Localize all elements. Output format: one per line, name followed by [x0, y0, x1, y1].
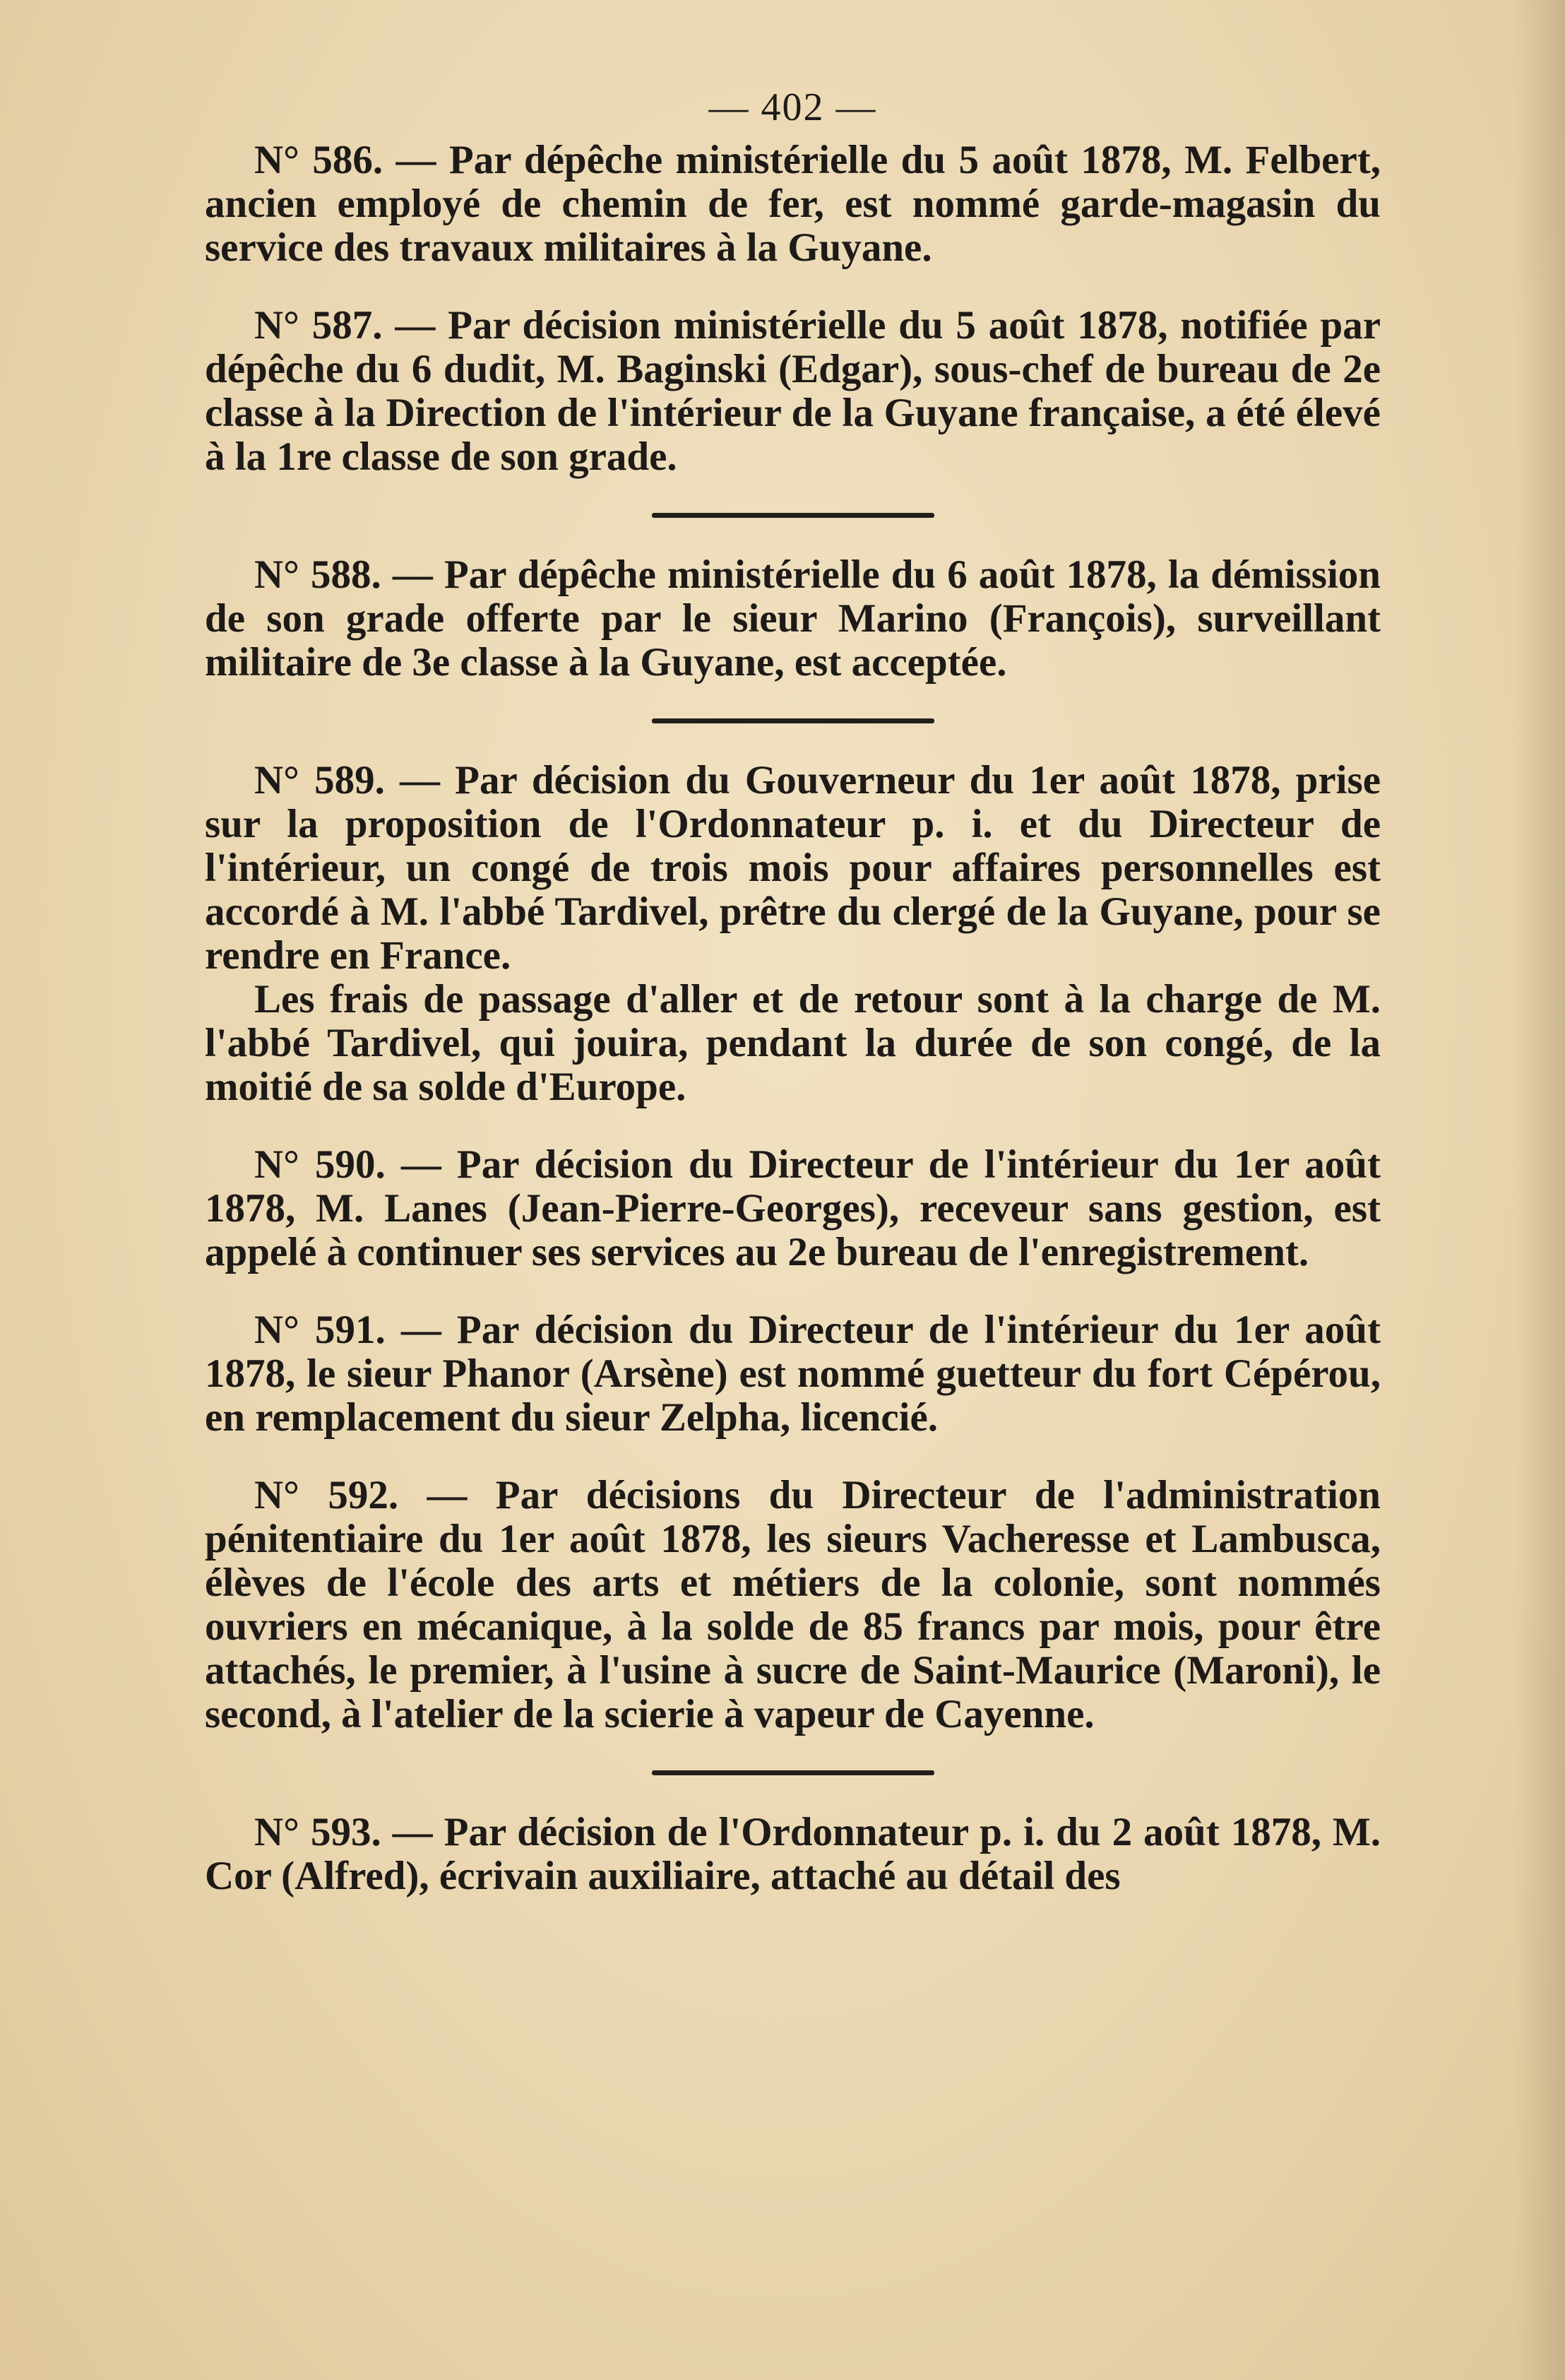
separator-rule: [652, 513, 934, 518]
entry-paragraph: N° 591. — Par décision du Directeur de l'intérieur du 1er août 1878, le sieur Phanor (Arsène) est nommé guetteur du fort Cépérou, en remplacement du sieur Zelpha, licencié.: [205, 1308, 1381, 1440]
entry-587: [205, 304, 1381, 479]
entry-593: [205, 1811, 1381, 1898]
entry-589: [205, 759, 1381, 1109]
page-content: [205, 85, 1381, 1932]
entry-paragraph: N° 590. — Par décision du Directeur de l'intérieur du 1er août 1878, M. Lanes (Jean-Pierre-Georges), receveur sans gestion, est appelé à continuer ses services au 2e bureau de l'enregistrement.: [205, 1142, 1381, 1274]
entry-592: [205, 1474, 1381, 1736]
entry-591: [205, 1308, 1381, 1440]
entry-590: [205, 1143, 1381, 1274]
entry-paragraph: Les frais de passage d'aller et de retour sont à la charge de M. l'abbé Tardivel, qui jouira, pendant la durée de son congé, de la moitié de sa solde d'Europe.: [205, 977, 1381, 1109]
page-edge-shadow: [1516, 0, 1565, 2380]
entry-paragraph: N° 593. — Par décision de l'Ordonnateur p. i. du 2 août 1878, M. Cor (Alfred), écrivain auxiliaire, attaché au détail des: [205, 1810, 1381, 1898]
page-number: — 402 —: [708, 85, 877, 129]
entry-588: [205, 553, 1381, 685]
entry-586: [205, 138, 1381, 270]
entry-paragraph: N° 586. — Par dépêche ministérielle du 5 août 1878, M. Felbert, ancien employé de chemin de fer, est nommé garde-magasin du service des travaux militaires à la Guyane.: [205, 138, 1381, 270]
entry-paragraph: N° 588. — Par dépêche ministérielle du 6 août 1878, la démission de son grade offerte par le sieur Marino (François), surveillant militaire de 3e classe à la Guyane, est acceptée.: [205, 552, 1381, 685]
separator-rule: [652, 1770, 934, 1775]
entry-paragraph: N° 587. — Par décision ministérielle du 5 août 1878, notifiée par dépêche du 6 dudit, M. Baginski (Edgar), sous-chef de bureau de 2e classe à la Direction de l'intérieur de la Guyane française, a été élevé à la 1re classe de son grade.: [205, 303, 1381, 479]
entry-paragraph: N° 592. — Par décisions du Directeur de l'administration pénitentiaire du 1er août 1878, les sieurs Vacheresse et Lambusca, élèves de l'école des arts et métiers de la colonie, sont nommés ouvriers en mécanique, à la solde de 85 francs par mois, pour être attachés, le premier, à l'usine à sucre de Saint-Maurice (Maroni), le second, à l'atelier de la scierie à vapeur de Cayenne.: [205, 1473, 1381, 1736]
separator-rule: [652, 718, 934, 723]
entry-paragraph: N° 589. — Par décision du Gouverneur du 1er août 1878, prise sur la proposition de l'Ordonnateur p. i. et du Directeur de l'intérieur, un congé de trois mois pour affaires personnelles est accordé à M. l'abbé Tardivel, prêtre du clergé de la Guyane, pour se rendre en France.: [205, 758, 1381, 978]
